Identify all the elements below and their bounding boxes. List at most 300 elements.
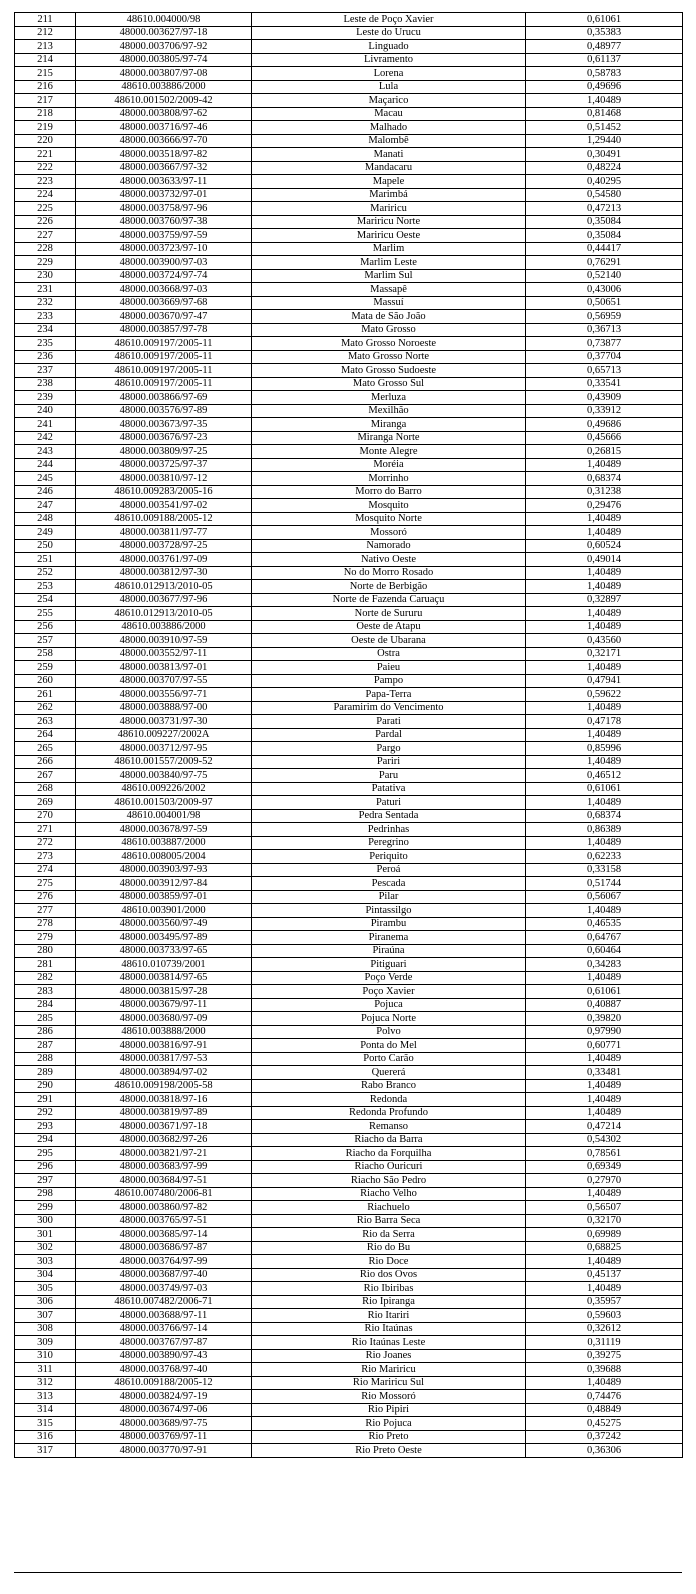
value-cell: 0,48977 [526,40,683,54]
value-cell: 1,40489 [526,1080,683,1093]
process-number-cell: 48000.003903/97-93 [76,864,252,877]
row-number-cell: 304 [15,1269,76,1282]
process-number-cell: 48000.003678/97-59 [76,823,252,837]
process-number-cell: 48000.003733/97-65 [76,945,252,958]
value-cell: 0,61061 [526,13,683,27]
table-row [15,796,683,810]
row-number-cell: 259 [15,661,76,675]
table-row [15,243,683,256]
table-row [15,837,683,850]
process-number-cell: 48610.008005/2004 [76,850,252,864]
table-row [15,391,683,405]
field-name-cell: Mosquito [252,499,526,513]
table-row [15,904,683,918]
value-cell: 0,26815 [526,445,683,459]
field-name-cell: Papa-Terra [252,688,526,702]
value-cell: 1,40489 [526,526,683,540]
value-cell: 0,31238 [526,486,683,499]
process-number-cell: 48000.003670/97-47 [76,310,252,324]
value-cell: 0,48849 [526,1404,683,1417]
table-row [15,189,683,202]
table-row [15,256,683,270]
table-row [15,108,683,121]
process-number-cell: 48610.009226/2002 [76,783,252,796]
table-row [15,1093,683,1107]
table-row [15,351,683,364]
row-number-cell: 220 [15,135,76,148]
row-number-cell: 264 [15,729,76,742]
field-name-cell: Parati [252,715,526,729]
process-number-cell: 48000.003860/97-82 [76,1201,252,1215]
field-name-cell: Mariricu [252,202,526,216]
field-name-cell: Massapê [252,283,526,297]
row-number-cell: 306 [15,1296,76,1309]
value-cell: 0,32897 [526,594,683,607]
table-row [15,13,683,27]
row-number-cell: 316 [15,1431,76,1444]
value-cell: 0,49014 [526,553,683,567]
field-name-cell: Ponta do Mel [252,1039,526,1053]
row-number-cell: 238 [15,378,76,391]
process-number-cell: 48000.003680/97-09 [76,1012,252,1026]
row-number-cell: 273 [15,850,76,864]
process-number-cell: 48000.003817/97-53 [76,1053,252,1066]
value-cell: 0,74476 [526,1390,683,1404]
row-number-cell: 315 [15,1417,76,1431]
field-name-cell: Riacho São Pedro [252,1174,526,1188]
table-row [15,972,683,985]
field-name-cell: Pariri [252,756,526,769]
table-row [15,688,683,702]
table-row [15,877,683,891]
process-number-cell: 48000.003819/97-89 [76,1107,252,1120]
field-name-cell: Nativo Oeste [252,553,526,567]
process-number-cell: 48000.003728/97-25 [76,540,252,553]
process-number-cell: 48000.003840/97-75 [76,769,252,783]
field-name-cell: Poço Verde [252,972,526,985]
value-cell: 0,60464 [526,945,683,958]
row-number-cell: 305 [15,1282,76,1296]
field-name-cell: Namorado [252,540,526,553]
row-number-cell: 239 [15,391,76,405]
process-number-cell: 48610.012913/2010-05 [76,607,252,621]
row-number-cell: 314 [15,1404,76,1417]
process-number-cell: 48000.003712/97-95 [76,742,252,756]
table-row [15,364,683,378]
row-number-cell: 311 [15,1363,76,1377]
value-cell: 0,43909 [526,391,683,405]
process-number-cell: 48000.003689/97-75 [76,1417,252,1431]
value-cell: 0,64767 [526,931,683,945]
process-number-cell: 48610.003888/2000 [76,1026,252,1039]
row-number-cell: 237 [15,364,76,378]
table-row [15,918,683,931]
process-number-cell: 48000.003669/97-68 [76,297,252,310]
process-number-cell: 48000.003813/97-01 [76,661,252,675]
table-row [15,432,683,445]
value-cell: 1,40489 [526,607,683,621]
process-number-cell: 48000.003677/97-96 [76,594,252,607]
table-row [15,607,683,621]
process-number-cell: 48000.003687/97-40 [76,1269,252,1282]
row-number-cell: 250 [15,540,76,553]
table-row [15,850,683,864]
value-cell: 0,73877 [526,337,683,351]
process-number-cell: 48000.003767/97-87 [76,1336,252,1350]
field-name-cell: Riacho da Forquilha [252,1147,526,1161]
value-cell: 0,68825 [526,1242,683,1255]
row-number-cell: 286 [15,1026,76,1039]
row-number-cell: 308 [15,1323,76,1336]
row-number-cell: 289 [15,1066,76,1080]
value-cell: 0,40295 [526,175,683,189]
value-cell: 0,43006 [526,283,683,297]
field-name-cell: Pedrinhas [252,823,526,837]
row-number-cell: 223 [15,175,76,189]
row-number-cell: 236 [15,351,76,364]
table-row [15,1174,683,1188]
value-cell: 0,56067 [526,891,683,904]
field-name-cell: Rio Mariricu [252,1363,526,1377]
table-row [15,1228,683,1242]
value-cell: 0,50651 [526,297,683,310]
value-cell: 0,45666 [526,432,683,445]
value-cell: 1,40489 [526,904,683,918]
process-number-cell: 48000.003666/97-70 [76,135,252,148]
value-cell: 0,69989 [526,1228,683,1242]
row-number-cell: 269 [15,796,76,810]
table-row [15,985,683,999]
table-row [15,864,683,877]
value-cell: 0,78561 [526,1147,683,1161]
table-row [15,1296,683,1309]
table-row [15,216,683,229]
value-cell: 1,40489 [526,1093,683,1107]
row-number-cell: 300 [15,1215,76,1228]
process-number-cell: 48000.003627/97-18 [76,27,252,40]
process-number-cell: 48000.003821/97-21 [76,1147,252,1161]
row-number-cell: 292 [15,1107,76,1120]
process-number-cell: 48000.003688/97-11 [76,1309,252,1323]
row-number-cell: 285 [15,1012,76,1026]
field-name-cell: Manati [252,148,526,162]
field-name-cell: Morrinho [252,472,526,486]
row-number-cell: 211 [15,13,76,27]
process-number-cell: 48610.010739/2001 [76,958,252,972]
process-number-cell: 48610.003887/2000 [76,837,252,850]
process-number-cell: 48000.003684/97-51 [76,1174,252,1188]
field-name-cell: Leste do Urucu [252,27,526,40]
process-number-cell: 48610.001503/2009-97 [76,796,252,810]
value-cell: 0,51452 [526,121,683,135]
value-cell: 0,97990 [526,1026,683,1039]
value-cell: 1,40489 [526,1053,683,1066]
field-name-cell: Rio Mariricu Sul [252,1377,526,1390]
table-row [15,121,683,135]
field-name-cell: Oeste de Atapu [252,621,526,634]
table-row [15,1012,683,1026]
field-name-cell: Mato Grosso Sul [252,378,526,391]
row-number-cell: 244 [15,459,76,472]
table-row [15,1282,683,1296]
field-name-cell: Patativa [252,783,526,796]
process-number-cell: 48000.003816/97-91 [76,1039,252,1053]
table-row [15,229,683,243]
table-row [15,553,683,567]
process-number-cell: 48000.003811/97-77 [76,526,252,540]
field-name-cell: Rio Preto Oeste [252,1444,526,1458]
field-name-cell: Riacho Ouricuri [252,1161,526,1174]
table-row [15,1080,683,1093]
value-cell: 0,48224 [526,162,683,175]
value-cell: 0,35957 [526,1296,683,1309]
table-row [15,810,683,823]
value-cell: 1,29440 [526,135,683,148]
process-number-cell: 48610.009227/2002A [76,729,252,742]
row-number-cell: 216 [15,81,76,94]
table-row [15,540,683,553]
field-name-cell: Pampo [252,675,526,688]
process-number-cell: 48610.009188/2005-12 [76,513,252,526]
table-row [15,1053,683,1066]
value-cell: 0,47941 [526,675,683,688]
process-number-cell: 48000.003671/97-18 [76,1120,252,1134]
field-name-cell: Poço Xavier [252,985,526,999]
field-name-cell: Macau [252,108,526,121]
row-number-cell: 280 [15,945,76,958]
process-number-cell: 48000.003912/97-84 [76,877,252,891]
process-number-cell: 48000.003769/97-11 [76,1431,252,1444]
row-number-cell: 293 [15,1120,76,1134]
process-number-cell: 48610.001557/2009-52 [76,756,252,769]
row-number-cell: 274 [15,864,76,877]
field-name-cell: Paru [252,769,526,783]
value-cell: 0,33481 [526,1066,683,1080]
bottom-rule [14,1572,682,1573]
table-row [15,486,683,499]
table-row [15,769,683,783]
table-row [15,1255,683,1269]
value-cell: 0,60524 [526,540,683,553]
table-row [15,742,683,756]
table-row [15,1336,683,1350]
value-cell: 0,39688 [526,1363,683,1377]
process-number-cell: 48610.004001/98 [76,810,252,823]
field-name-cell: Rio Preto [252,1431,526,1444]
process-number-cell: 48610.009198/2005-58 [76,1080,252,1093]
process-number-cell: 48000.003576/97-89 [76,405,252,418]
field-name-cell: Peregrino [252,837,526,850]
field-name-cell: Riacho Velho [252,1188,526,1201]
row-number-cell: 230 [15,270,76,283]
value-cell: 0,35084 [526,229,683,243]
process-number-cell: 48610.001502/2009-42 [76,94,252,108]
field-name-cell: Periquito [252,850,526,864]
field-name-cell: Piranema [252,931,526,945]
table-row [15,94,683,108]
process-number-cell: 48000.003518/97-82 [76,148,252,162]
process-number-cell: 48000.003706/97-92 [76,40,252,54]
field-name-cell: Linguado [252,40,526,54]
table-row [15,1147,683,1161]
process-number-cell: 48000.003683/97-99 [76,1161,252,1174]
field-name-cell: Lorena [252,67,526,81]
process-number-cell: 48000.003765/97-51 [76,1215,252,1228]
table-row [15,135,683,148]
process-number-cell: 48000.003676/97-23 [76,432,252,445]
row-number-cell: 317 [15,1444,76,1458]
process-number-cell: 48000.003910/97-59 [76,634,252,648]
row-number-cell: 245 [15,472,76,486]
value-cell: 1,40489 [526,1255,683,1269]
row-number-cell: 270 [15,810,76,823]
table-row [15,418,683,432]
row-number-cell: 302 [15,1242,76,1255]
field-name-cell: Remanso [252,1120,526,1134]
field-name-cell: Riacho da Barra [252,1134,526,1147]
table-row [15,1363,683,1377]
process-number-cell: 48000.003724/97-74 [76,270,252,283]
row-number-cell: 248 [15,513,76,526]
value-cell: 1,40489 [526,459,683,472]
value-cell: 0,27970 [526,1174,683,1188]
row-number-cell: 231 [15,283,76,297]
row-number-cell: 256 [15,621,76,634]
field-name-cell: Rabo Branco [252,1080,526,1093]
process-number-cell: 48000.003556/97-71 [76,688,252,702]
process-number-cell: 48000.003764/97-99 [76,1255,252,1269]
value-cell: 1,40489 [526,661,683,675]
field-name-cell: Mossoró [252,526,526,540]
row-number-cell: 297 [15,1174,76,1188]
value-cell: 1,40489 [526,94,683,108]
value-cell: 0,59603 [526,1309,683,1323]
table-row [15,594,683,607]
table-row [15,1188,683,1201]
table-row [15,715,683,729]
process-number-cell: 48000.003749/97-03 [76,1282,252,1296]
process-number-cell: 48610.007482/2006-71 [76,1296,252,1309]
process-number-cell: 48000.003723/97-10 [76,243,252,256]
field-name-cell: Mato Grosso [252,324,526,337]
table-row [15,1309,683,1323]
field-name-cell: Peroá [252,864,526,877]
table-row [15,202,683,216]
row-number-cell: 241 [15,418,76,432]
field-name-cell: Pojuca Norte [252,1012,526,1026]
row-number-cell: 261 [15,688,76,702]
field-name-cell: Lula [252,81,526,94]
process-number-cell: 48000.003900/97-03 [76,256,252,270]
row-number-cell: 313 [15,1390,76,1404]
row-number-cell: 255 [15,607,76,621]
table-row [15,783,683,796]
table-row [15,405,683,418]
value-cell: 0,40887 [526,999,683,1012]
field-name-cell: Monte Alegre [252,445,526,459]
field-name-cell: Morro do Barro [252,486,526,499]
field-name-cell: Marlim [252,243,526,256]
table-row [15,472,683,486]
value-cell: 0,35084 [526,216,683,229]
value-cell: 0,65713 [526,364,683,378]
row-number-cell: 221 [15,148,76,162]
field-name-cell: Leste de Poço Xavier [252,13,526,27]
value-cell: 0,68374 [526,810,683,823]
value-cell: 0,69349 [526,1161,683,1174]
row-number-cell: 246 [15,486,76,499]
row-number-cell: 307 [15,1309,76,1323]
table-row [15,1120,683,1134]
table-row [15,1404,683,1417]
field-name-cell: Rio Barra Seca [252,1215,526,1228]
value-cell: 0,46512 [526,769,683,783]
table-row [15,459,683,472]
process-number-cell: 48000.003859/97-01 [76,891,252,904]
process-number-cell: 48610.009197/2005-11 [76,378,252,391]
field-name-cell: Rio dos Ovos [252,1269,526,1282]
process-number-cell: 48000.003707/97-55 [76,675,252,688]
table-row [15,1039,683,1053]
field-name-cell: Pitiguari [252,958,526,972]
table-row [15,513,683,526]
value-cell: 0,61061 [526,985,683,999]
process-number-cell: 48000.003673/97-35 [76,418,252,432]
value-cell: 0,68374 [526,472,683,486]
field-name-cell: No do Morro Rosado [252,567,526,580]
field-name-cell: Rio Itariri [252,1309,526,1323]
field-name-cell: Redonda Profundo [252,1107,526,1120]
field-name-cell: Piraúna [252,945,526,958]
value-cell: 0,47213 [526,202,683,216]
row-number-cell: 294 [15,1134,76,1147]
value-cell: 0,37242 [526,1431,683,1444]
field-name-cell: Rio Joanes [252,1350,526,1363]
row-number-cell: 290 [15,1080,76,1093]
table-row [15,499,683,513]
table-row [15,1026,683,1039]
row-number-cell: 232 [15,297,76,310]
process-number-cell: 48000.003768/97-40 [76,1363,252,1377]
field-name-cell: Malombê [252,135,526,148]
table-row [15,1269,683,1282]
process-number-cell: 48610.009188/2005-12 [76,1377,252,1390]
row-number-cell: 298 [15,1188,76,1201]
value-cell: 0,60771 [526,1039,683,1053]
row-number-cell: 262 [15,702,76,715]
field-name-cell: Marimbá [252,189,526,202]
row-number-cell: 310 [15,1350,76,1363]
value-cell: 1,40489 [526,729,683,742]
field-name-cell: Mexilhão [252,405,526,418]
process-number-cell: 48610.003886/2000 [76,621,252,634]
value-cell: 0,30491 [526,148,683,162]
field-name-cell: Rio Pipiri [252,1404,526,1417]
row-number-cell: 242 [15,432,76,445]
process-number-cell: 48000.003686/97-87 [76,1242,252,1255]
row-number-cell: 284 [15,999,76,1012]
process-number-cell: 48000.003668/97-03 [76,283,252,297]
field-name-cell: Pescada [252,877,526,891]
field-name-cell: Mandacaru [252,162,526,175]
field-name-cell: Miranga Norte [252,432,526,445]
value-cell: 0,49696 [526,81,683,94]
value-cell: 1,40489 [526,756,683,769]
row-number-cell: 240 [15,405,76,418]
field-name-cell: Rio Mossoró [252,1390,526,1404]
field-name-cell: Pojuca [252,999,526,1012]
process-number-cell: 48000.003766/97-14 [76,1323,252,1336]
